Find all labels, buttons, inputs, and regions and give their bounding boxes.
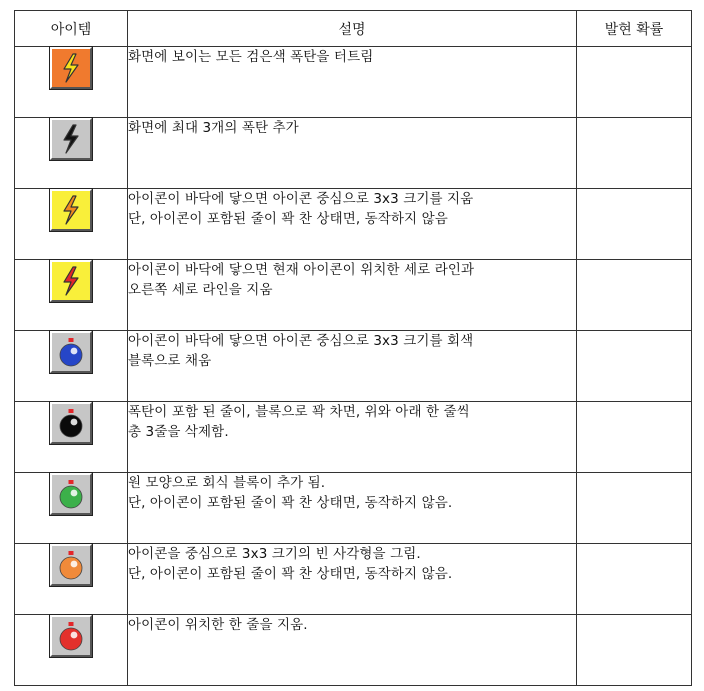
description-line: 아이콘이 바닥에 닿으면 현재 아이콘이 위치한 세로 라인과 (128, 262, 475, 278)
item-probability (577, 189, 692, 260)
description-line: 폭탄이 포함 된 줄이, 블록으로 꽉 차면, 위와 아래 한 줄씩 (128, 404, 470, 420)
item-probability (577, 47, 692, 118)
item-description (128, 544, 577, 615)
lightning-orange-icon (50, 47, 92, 89)
description-line: 화면에 보이는 모든 검은색 폭탄을 터트림 (128, 49, 374, 65)
table-row (15, 473, 692, 544)
table-row (15, 544, 692, 615)
item-icon-cell (15, 473, 128, 544)
item-probability (577, 473, 692, 544)
item-icon-cell (15, 544, 128, 615)
table-row (15, 615, 692, 686)
table-row (15, 118, 692, 189)
item-probability (577, 544, 692, 615)
lightning-yellow-red-icon (50, 260, 92, 302)
item-icon-cell (15, 260, 128, 331)
item-probability (577, 118, 692, 189)
description-line: 원 모양으로 회식 블록이 추가 됨. (128, 475, 326, 491)
header-probability: 발현 확률 (577, 11, 692, 47)
item-description (128, 189, 577, 260)
header-item: 아이템 (15, 11, 128, 47)
item-probability (577, 331, 692, 402)
item-icon-cell (15, 331, 128, 402)
lightning-yellow-icon (50, 189, 92, 231)
item-icon-cell (15, 402, 128, 473)
table-row (15, 402, 692, 473)
item-probability (577, 260, 692, 331)
description-line: 단, 아이콘이 포함된 줄이 꽉 찬 상태면, 동작하지 않음. (128, 495, 453, 511)
description-line: 오른쪽 세로 라인을 지움 (128, 282, 273, 298)
table-header-row (15, 11, 692, 47)
description-line: 단, 아이콘이 포함된 줄이 꽉 찬 상태면, 동작하지 않음 (128, 211, 448, 227)
bomb-orange-icon (50, 544, 92, 586)
item-description (128, 331, 577, 402)
table-row (15, 331, 692, 402)
header-description: 설명 (128, 11, 577, 47)
item-icon-cell (15, 615, 128, 686)
bomb-black-icon (50, 402, 92, 444)
item-description (128, 615, 577, 686)
item-probability (577, 402, 692, 473)
table-row (15, 260, 692, 331)
item-description (128, 47, 577, 118)
lightning-gray-icon (50, 118, 92, 160)
bomb-blue-icon (50, 331, 92, 373)
item-icon-cell (15, 47, 128, 118)
bomb-red-icon (50, 615, 92, 657)
item-probability (577, 615, 692, 686)
description-line: 총 3줄을 삭제함. (128, 424, 229, 440)
item-description (128, 260, 577, 331)
description-line: 화면에 최대 3개의 폭탄 추가 (128, 120, 299, 136)
table-row (15, 189, 692, 260)
bomb-green-icon (50, 473, 92, 515)
description-line: 아이콘이 바닥에 닿으면 아이콘 중심으로 3x3 크기를 회색 (128, 333, 474, 349)
description-line: 아이콘이 위치한 한 줄을 지움. (128, 617, 308, 633)
table-row (15, 47, 692, 118)
description-line: 블록으로 채움 (128, 353, 212, 369)
item-table (14, 10, 692, 686)
item-description (128, 118, 577, 189)
item-description (128, 402, 577, 473)
item-icon-cell (15, 118, 128, 189)
item-description (128, 473, 577, 544)
description-line: 아이콘을 중심으로 3x3 크기의 빈 사각형을 그림. (128, 546, 421, 562)
item-icon-cell (15, 189, 128, 260)
description-line: 단, 아이콘이 포함된 줄이 꽉 찬 상태면, 동작하지 않음. (128, 566, 453, 582)
description-line: 아이콘이 바닥에 닿으면 아이콘 중심으로 3x3 크기를 지움 (128, 191, 474, 207)
